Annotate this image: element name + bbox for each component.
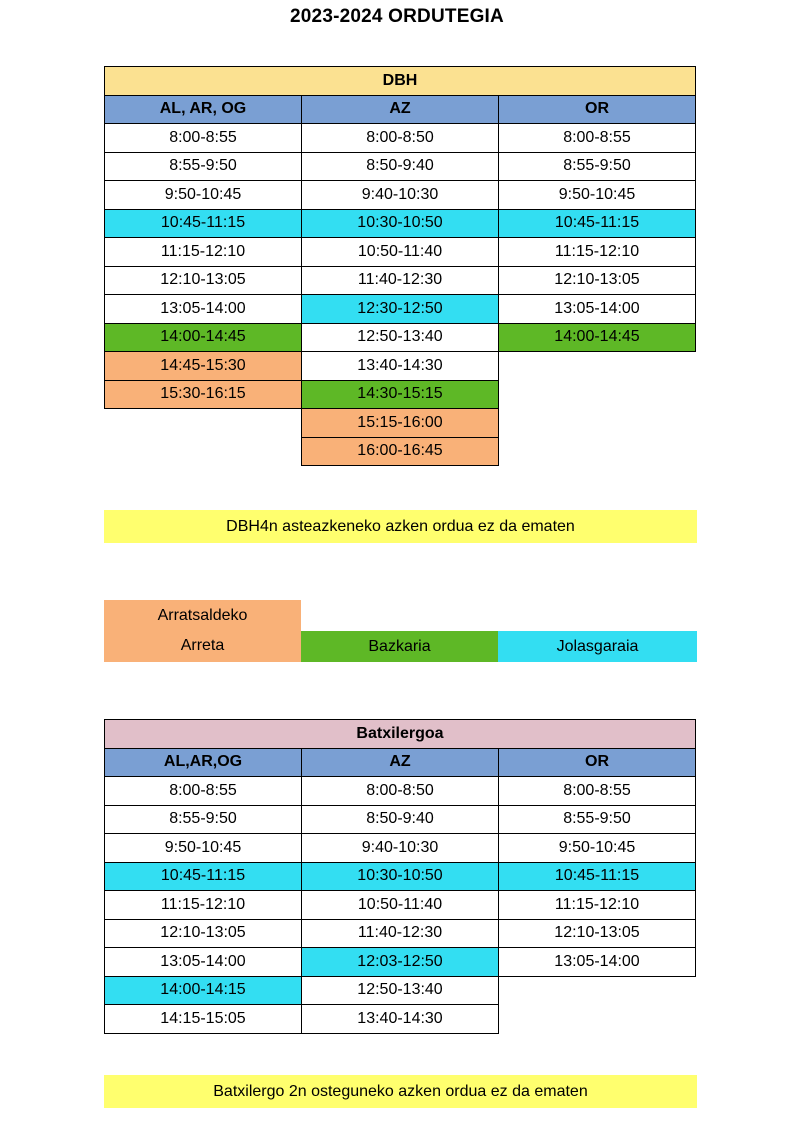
table-row: [105, 862, 696, 891]
dbh-rows: [105, 124, 696, 466]
time-slot-cell: 13:05-14:00: [499, 948, 696, 977]
time-slot-cell: 16:00-16:45: [302, 437, 499, 466]
legend-afternoon-label-line1: Arratsaldeko: [157, 607, 248, 624]
table-row: [105, 352, 696, 381]
table-row: [105, 181, 696, 210]
time-slot-cell: 9:50-10:45: [105, 834, 302, 863]
table-row: [105, 834, 696, 863]
table-row: [105, 919, 696, 948]
batxilergoa-column-header: AZ: [302, 748, 499, 777]
empty-cell: [499, 352, 696, 381]
table-row: [105, 1005, 696, 1034]
time-slot-cell: 12:30-12:50: [302, 295, 499, 324]
time-slot-cell: 8:50-9:40: [302, 805, 499, 834]
time-slot-cell: 13:05-14:00: [499, 295, 696, 324]
dbh-heading: DBH: [105, 67, 696, 96]
legend-lunch: Bazkaria: [301, 631, 498, 662]
legend-afternoon-label-line2: Arreta: [180, 637, 225, 654]
time-slot-cell: 9:50-10:45: [105, 181, 302, 210]
time-slot-cell: 9:40-10:30: [302, 834, 499, 863]
batxilergoa-schedule-table: [104, 719, 696, 1034]
time-slot-cell: 11:15-12:10: [499, 891, 696, 920]
time-slot-cell: 8:55-9:50: [105, 152, 302, 181]
time-slot-cell: 8:55-9:50: [499, 152, 696, 181]
dbh-note: DBH4n asteazkeneko azken ordua ez da ematen: [104, 510, 697, 543]
table-row: [105, 124, 696, 153]
time-slot-cell: 10:50-11:40: [302, 891, 499, 920]
time-slot-cell: 12:03-12:50: [302, 948, 499, 977]
dbh-column-header: AZ: [302, 95, 499, 124]
time-slot-cell: 8:00-8:55: [499, 777, 696, 806]
time-slot-cell: 9:40-10:30: [302, 181, 499, 210]
time-slot-cell: 15:30-16:15: [105, 380, 302, 409]
time-slot-cell: 14:45-15:30: [105, 352, 302, 381]
time-slot-cell: 11:15-12:10: [499, 238, 696, 267]
time-slot-cell: 8:55-9:50: [499, 805, 696, 834]
table-row: [105, 948, 696, 977]
time-slot-cell: 12:50-13:40: [302, 323, 499, 352]
time-slot-cell: 8:00-8:50: [302, 124, 499, 153]
batxilergoa-heading: Batxilergoa: [105, 720, 696, 749]
time-slot-cell: 10:45-11:15: [105, 862, 302, 891]
dbh-column-header: OR: [499, 95, 696, 124]
table-row: [105, 380, 696, 409]
empty-cell: [499, 976, 696, 1005]
time-slot-cell: 11:15-12:10: [105, 238, 302, 267]
table-row: [105, 238, 696, 267]
time-slot-cell: 8:00-8:55: [105, 777, 302, 806]
table-row: [105, 437, 696, 466]
table-row: [105, 323, 696, 352]
time-slot-cell: 8:00-8:50: [302, 777, 499, 806]
table-row: [105, 209, 696, 238]
empty-cell: [499, 380, 696, 409]
empty-cell: [499, 409, 696, 438]
time-slot-cell: 12:10-13:05: [499, 919, 696, 948]
page-title: 2023-2024 ORDUTEGIA: [290, 6, 504, 27]
legend-afternoon-care: [104, 600, 301, 662]
time-slot-cell: 15:15-16:00: [302, 409, 499, 438]
time-slot-cell: 13:05-14:00: [105, 295, 302, 324]
time-slot-cell: 9:50-10:45: [499, 834, 696, 863]
empty-cell: [105, 437, 302, 466]
time-slot-cell: 9:50-10:45: [499, 181, 696, 210]
table-row: [105, 976, 696, 1005]
time-slot-cell: 14:00-14:15: [105, 976, 302, 1005]
time-slot-cell: 12:10-13:05: [105, 919, 302, 948]
time-slot-cell: 14:30-15:15: [302, 380, 499, 409]
empty-cell: [499, 437, 696, 466]
table-row: [105, 409, 696, 438]
legend-break: Jolasgaraia: [498, 631, 697, 662]
time-slot-cell: 12:10-13:05: [105, 266, 302, 295]
time-slot-cell: 10:45-11:15: [499, 209, 696, 238]
time-slot-cell: 11:40-12:30: [302, 919, 499, 948]
time-slot-cell: 11:40-12:30: [302, 266, 499, 295]
table-row: [105, 295, 696, 324]
time-slot-cell: 14:15-15:05: [105, 1005, 302, 1034]
time-slot-cell: 12:10-13:05: [499, 266, 696, 295]
batxilergoa-column-header: AL,AR,OG: [105, 748, 302, 777]
time-slot-cell: 10:45-11:15: [499, 862, 696, 891]
batxilergoa-rows: [105, 777, 696, 1034]
time-slot-cell: 14:00-14:45: [499, 323, 696, 352]
time-slot-cell: 8:00-8:55: [105, 124, 302, 153]
time-slot-cell: 13:40-14:30: [302, 1005, 499, 1034]
time-slot-cell: 13:05-14:00: [105, 948, 302, 977]
time-slot-cell: 10:50-11:40: [302, 238, 499, 267]
time-slot-cell: 10:45-11:15: [105, 209, 302, 238]
time-slot-cell: 8:00-8:55: [499, 124, 696, 153]
table-row: [105, 777, 696, 806]
time-slot-cell: 11:15-12:10: [105, 891, 302, 920]
time-slot-cell: 8:50-9:40: [302, 152, 499, 181]
time-slot-cell: 14:00-14:45: [105, 323, 302, 352]
time-slot-cell: 8:55-9:50: [105, 805, 302, 834]
table-row: [105, 891, 696, 920]
dbh-schedule-table: [104, 66, 696, 466]
table-row: [105, 266, 696, 295]
empty-cell: [105, 409, 302, 438]
time-slot-cell: 12:50-13:40: [302, 976, 499, 1005]
batxilergoa-column-header: OR: [499, 748, 696, 777]
batxilergoa-note: Batxilergo 2n osteguneko azken ordua ez da ematen: [104, 1075, 697, 1108]
dbh-column-header: AL, AR, OG: [105, 95, 302, 124]
time-slot-cell: 10:30-10:50: [302, 209, 499, 238]
time-slot-cell: 10:30-10:50: [302, 862, 499, 891]
table-row: [105, 152, 696, 181]
table-row: [105, 805, 696, 834]
time-slot-cell: 13:40-14:30: [302, 352, 499, 381]
empty-cell: [499, 1005, 696, 1034]
